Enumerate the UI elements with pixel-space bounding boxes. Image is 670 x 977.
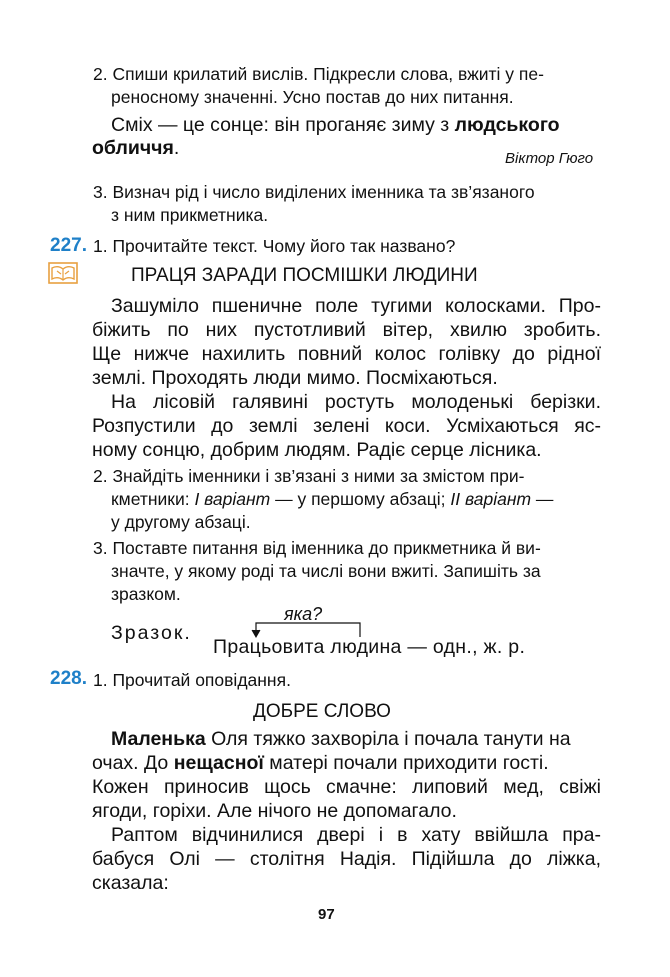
exercise-227-number: 227.: [50, 235, 87, 256]
text-227-line-5: На лісовій галявині ростуть молоденькі берізки.: [111, 391, 601, 413]
quote-bold-word: людського: [454, 114, 560, 136]
story-line-1-text: Оля тяжко захворіла і почала танути на: [205, 728, 571, 750]
exercise-227-title: ПРАЦЯ ЗАРАДИ ПОСМІШКИ ЛЮДИНИ: [131, 265, 478, 286]
ex227-task-2-text-b: — у першому абзаці;: [270, 489, 451, 509]
ex227-task-2-text-c: —: [531, 489, 554, 509]
variant-1-label: I варіант: [194, 489, 271, 509]
exercise-228-task-1: 1. Прочитай оповідання.: [93, 670, 291, 690]
text-227-line-2: біжить по них пустотливий вітер, хвилю зробить.: [92, 319, 601, 341]
story-line-2-text-c: матері почали приходити гості.: [263, 752, 549, 774]
text-227-line-7: ному сонцю, добрим людям. Радіє серце лісника.: [92, 439, 542, 461]
story-line-2: [92, 752, 549, 775]
ex227-task-3-line-2: значте, у якому роді та числі вони вжиті. Запишіть за: [111, 561, 541, 581]
exercise-227-task-1: 1. Прочитайте текст. Чому його так названо?: [93, 236, 456, 256]
open-book-icon: [48, 262, 78, 284]
story-bold-word-2: нещасної: [173, 752, 264, 774]
quote-text: Сміх — це сонце: він проганяє зиму з: [111, 114, 455, 136]
ex227-task-2-line-1: 2. Знайдіть іменники і зв’язані з ними за змістом при-: [93, 466, 525, 486]
text-227-line-1: Зашуміло пшеничне поле тугими колосками. Про-: [111, 295, 601, 317]
quote-period: .: [173, 137, 180, 159]
text-227-line-6: Розпустили до землі зелені коси. Усміхаються яс-: [92, 415, 601, 437]
quote-line-2: [92, 137, 179, 160]
sample-phrase: Працьовита людина — одн., ж. р.: [213, 636, 526, 658]
ex227-task-2-line-2: [111, 489, 553, 510]
ex227-task-2-text-a: кметники:: [111, 489, 195, 509]
exercise-228-title: ДОБРЕ СЛОВО: [253, 701, 391, 722]
story-line-4: ягоди, горіхи. Але нічого не допомагало.: [92, 800, 457, 822]
story-line-5: Раптом відчинилися двері і в хату ввійшла пра-: [111, 824, 601, 846]
story-line-3: Кожен приносив щось смачне: липовий мед, свіжі: [92, 776, 601, 798]
quote-author: Віктор Гюго: [505, 150, 594, 167]
ex227-task-2-line-3: у другому абзаці.: [111, 512, 251, 532]
task-3-line-1: 3. Визнач рід і число виділених іменника та зв’язаного: [93, 182, 535, 202]
quote-bold-word-2: обличчя: [92, 137, 174, 159]
task-2-line-1: 2. Спиши крилатий вислів. Підкресли слова, вжиті у пе-: [93, 64, 544, 84]
sample-question: яка?: [284, 604, 323, 624]
story-line-1: [111, 728, 571, 751]
text-227-line-3: Ще нижче нахилить повний колос голівку до рідної: [92, 343, 601, 365]
quote-line-1: [111, 114, 560, 137]
task-3-line-2: з ним прикметника.: [111, 205, 269, 225]
text-227-line-4: землі. Проходять люди мимо. Посміхаються.: [92, 367, 498, 389]
story-bold-word-1: Маленька: [111, 728, 206, 750]
ex227-task-3-line-3: зразком.: [111, 584, 181, 604]
sample-label: Зразок.: [111, 622, 192, 644]
variant-2-label: II варіант: [450, 489, 532, 509]
exercise-228-number: 228.: [50, 668, 87, 689]
story-line-6: бабуся Олі — столітня Надія. Підійшла до ліжка,: [92, 848, 601, 870]
story-line-2-text-a: очах. До: [92, 752, 174, 774]
task-2-line-2: реносному значенні. Усно постав до них питання.: [111, 87, 514, 107]
story-line-7: сказала:: [92, 872, 169, 894]
ex227-task-3-line-1: 3. Поставте питання від іменника до прикметника й ви-: [93, 538, 541, 558]
page-number: 97: [318, 906, 335, 923]
